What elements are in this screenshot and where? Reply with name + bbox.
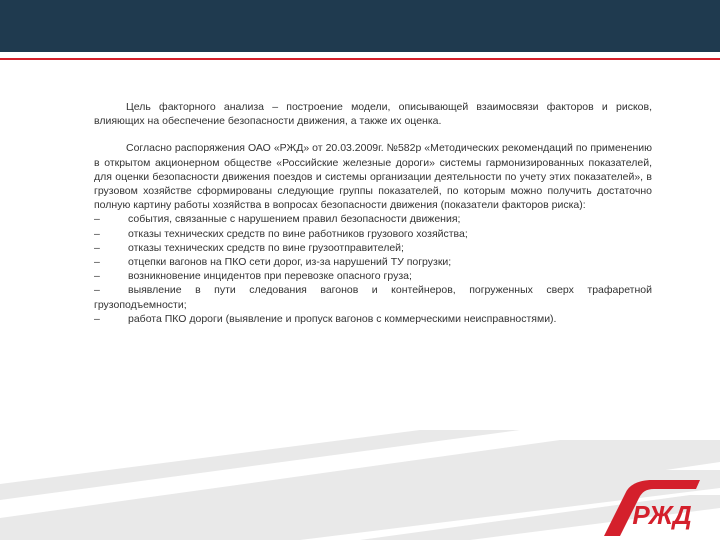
list-item [94,241,652,255]
list-item [94,255,652,269]
list-item [94,312,652,326]
list-item [94,212,652,226]
list-item-text: возникновение инцидентов при перевозке опасного груза; [128,270,412,283]
rzd-logo-text: РЖД [632,500,692,530]
list-item-text: выявление в пути следования вагонов и контейнеров, погруженных сверх трафаретной грузоподъемности; [94,284,652,311]
header-red-rule [0,58,720,60]
footer-decoration [0,400,720,540]
list-dash: – [94,241,100,254]
list-item [94,227,652,241]
list-dash: – [94,312,100,325]
intro-paragraph: Цель факторного анализа – построение модели, описывающей взаимосвязи факторов и рисков, влияющих на обеспечение безопасности движения, а также их оценка. [94,101,652,128]
list-item [94,269,652,283]
list-dash: – [94,213,100,226]
list-item-text: отказы технических средств по вине грузоотправителей; [128,241,404,254]
list-item-text: работа ПКО дороги (выявление и пропуск вагонов с коммерческими неисправностями). [128,312,557,325]
list-item-text: отказы технических средств по вине работников грузового хозяйства; [128,227,468,240]
header-bar [0,0,720,52]
list-item [94,283,652,311]
list-dash: – [94,227,100,240]
list-dash: – [94,256,100,269]
list-item-text: события, связанные с нарушением правил безопасности движения; [128,213,461,226]
list-dash: – [94,270,100,283]
document-body [94,100,652,326]
main-paragraph: Согласно распоряжения ОАО «РЖД» от 20.03.2009г. №582р «Методических рекомендаций по применению в открытом акционерном обществе «Российские железные дороги» системы гармонизированных показателей, для оценки безопасности движения поездов и системы организации деятельности по учету этих показателей», в грузовом хозяйстве сформированы следующие группы показателей, по которым можно получить достаточно полную картину работы хозяйства в вопросах безопасности движения (показатели факторов риска): [94,142,652,212]
list-item-text: отцепки вагонов на ПКО сети дорог, из-за нарушений ТУ погрузки; [128,256,452,269]
list-dash: – [94,284,100,297]
